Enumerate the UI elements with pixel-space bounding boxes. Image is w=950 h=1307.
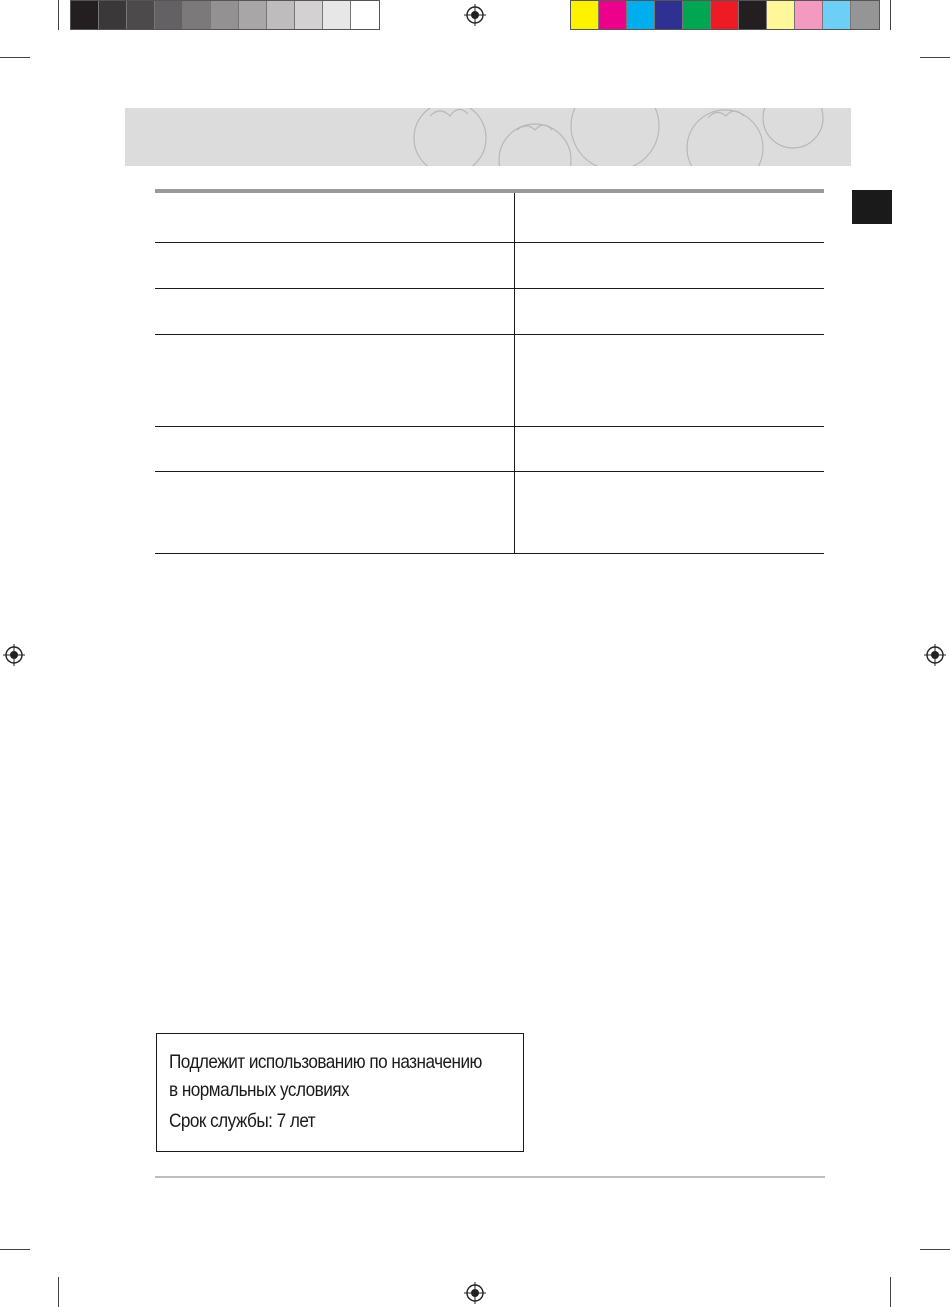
grayscale-color-bar: [70, 0, 380, 30]
table-row: [155, 335, 824, 427]
chapter-tab: [852, 190, 892, 224]
color-swatch: [99, 1, 127, 29]
color-swatch: [183, 1, 211, 29]
registration-mark-icon: [924, 644, 946, 666]
crop-mark: [920, 57, 950, 58]
service-life-notice-box: [156, 1033, 524, 1152]
color-swatch: [295, 1, 323, 29]
color-swatch: [155, 1, 183, 29]
color-swatch: [571, 1, 599, 29]
table-row: [155, 289, 824, 335]
crop-mark: [58, 0, 59, 30]
color-swatch: [267, 1, 295, 29]
process-color-bar: [570, 0, 880, 30]
color-swatch: [627, 1, 655, 29]
crop-mark: [0, 57, 30, 58]
color-swatch: [823, 1, 851, 29]
table-row: [155, 472, 824, 554]
color-swatch: [739, 1, 767, 29]
color-swatch: [683, 1, 711, 29]
color-swatch: [323, 1, 351, 29]
crop-mark: [890, 0, 891, 30]
color-swatch: [655, 1, 683, 29]
crop-mark: [920, 1249, 950, 1250]
color-swatch: [599, 1, 627, 29]
table-row: [155, 427, 824, 472]
color-swatch: [211, 1, 239, 29]
footer-rule: [155, 1176, 825, 1178]
table-row: [155, 193, 824, 243]
color-swatch: [851, 1, 879, 29]
registration-mark-icon: [464, 1282, 486, 1304]
color-swatch: [239, 1, 267, 29]
crop-mark: [58, 1277, 59, 1307]
notice-line: Подлежит использованию по назначению: [169, 1051, 482, 1073]
color-swatch: [795, 1, 823, 29]
section-header-band: [125, 108, 851, 166]
notice-line: в нормальных условиях: [169, 1079, 350, 1101]
crop-mark: [890, 1277, 891, 1307]
color-swatch: [127, 1, 155, 29]
service-life-line: Срок службы: 7 лет: [169, 1110, 316, 1132]
color-swatch: [71, 1, 99, 29]
registration-mark-icon: [3, 644, 25, 666]
color-swatch: [711, 1, 739, 29]
table-row: [155, 243, 824, 289]
tomato-illustration-icon: [125, 108, 851, 166]
specifications-table: [155, 189, 824, 554]
crop-mark: [0, 1249, 30, 1250]
registration-mark-icon: [464, 4, 486, 26]
color-swatch: [351, 1, 379, 29]
color-swatch: [767, 1, 795, 29]
